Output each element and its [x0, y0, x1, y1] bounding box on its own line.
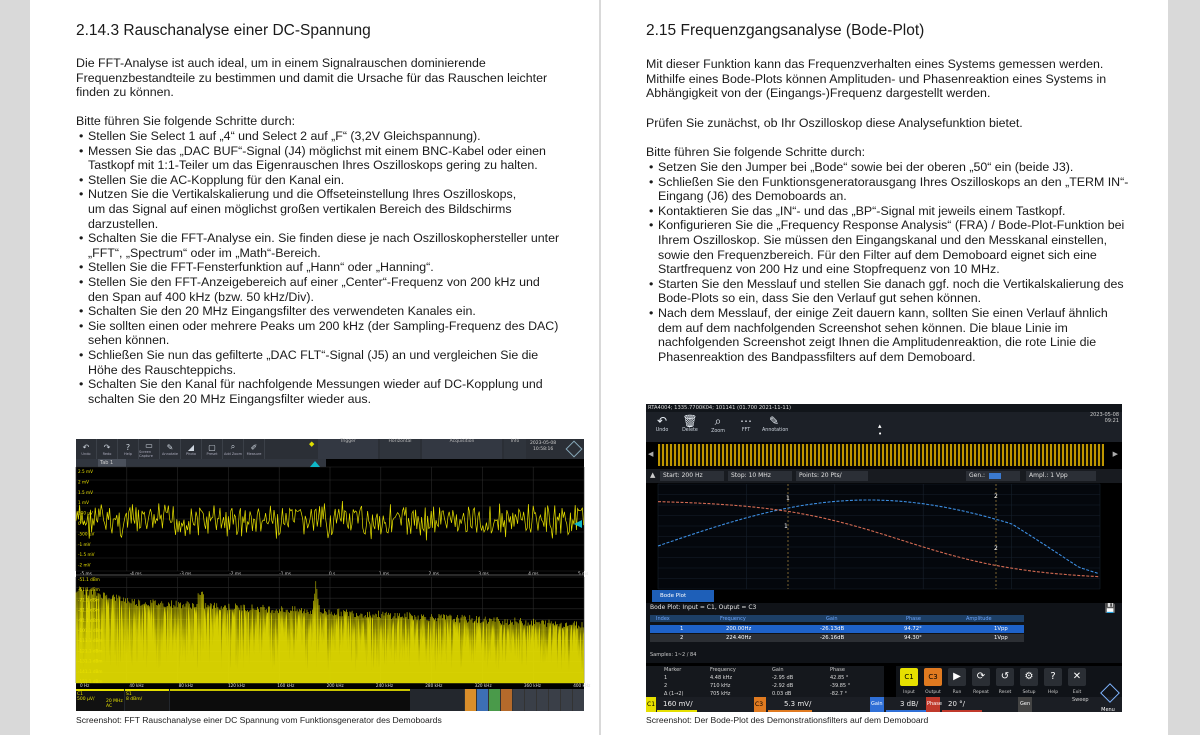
steps-list: [76, 129, 596, 406]
control-icon: C1: [904, 673, 914, 681]
c1-scale: 500 µV/: [77, 697, 95, 702]
y-tick-label: -131.1 dBm: [78, 658, 103, 664]
toolbar-icon: ?: [125, 442, 131, 452]
y-tick-label: 500 µV: [78, 510, 93, 516]
step-text: „FFT“, „Spectrum“ oder im „Math“-Bereich.: [88, 245, 321, 260]
step-item: [646, 218, 1161, 276]
step-item: [76, 187, 596, 231]
marker-label: 2: [994, 545, 998, 552]
c3-scale[interactable]: 5.3 mV/: [768, 697, 812, 712]
step-text: Messen Sie das „DAC BUF“-Signal (J4) möglichst mit einem BNC-Kabel oder einen: [88, 143, 546, 158]
bode-status-bar: [646, 697, 1122, 712]
cell-phase: 94.30°: [904, 635, 922, 641]
marker-cell: -2.95 dB: [772, 675, 794, 681]
step-item: [76, 348, 596, 377]
quick-button[interactable]: [512, 689, 524, 711]
toolbar-label: Zoom: [711, 429, 725, 434]
control-label: Input: [903, 690, 915, 695]
toolbar-icon: ↶: [82, 442, 90, 452]
step-text: Stellen Sie die AC-Kopplung für den Kanal ein.: [88, 172, 345, 187]
scope-time: 10:58:16: [532, 447, 554, 452]
x-tick-label: -1 ms: [279, 571, 291, 576]
menu-label: Menu: [1101, 707, 1115, 713]
x-tick-label: -2 ms: [229, 571, 242, 576]
control-icon: ⚙: [1024, 671, 1034, 682]
x-tick-label: 0 s: [329, 571, 336, 576]
control-label: Reset: [998, 690, 1012, 695]
phase-curve: [658, 502, 1099, 577]
toolbar-label: Screen Capture: [139, 449, 153, 458]
y-tick-label: -151.1 dBm: [78, 679, 103, 684]
col-frequency: Frequency: [720, 616, 746, 622]
y-tick-label: -500 µV: [78, 531, 95, 537]
marker-cell: -39.85 °: [830, 683, 851, 689]
y-tick-label: -121.1 dBm: [78, 648, 103, 654]
x-tick-label: 4 ms: [528, 571, 539, 576]
marker-cell: 705 kHz: [710, 691, 731, 697]
toolbar-label: Undo: [81, 451, 91, 456]
y-tick-label: -1.5 mV: [78, 552, 95, 558]
step-item: [76, 231, 596, 260]
section-title: 2.14.3 Rauschanalyse einer DC-Spannung: [76, 22, 371, 39]
marker-cell: 2: [664, 683, 668, 689]
result-table-header: [650, 615, 1024, 622]
collapse-icon[interactable]: ▲: [650, 471, 656, 479]
c1-tag[interactable]: C1: [646, 697, 656, 712]
toolbar-label: Delete: [682, 428, 698, 433]
text-line: Die FFT-Analyse ist auch ideal, um in einem Signalrauschen dominierende: [76, 56, 486, 70]
amplitude-curve: [658, 500, 1099, 574]
check-note: Prüfen Sie zunächst, ob Ihr Oszilloskop diese Analysefunktion bietet.: [646, 116, 1023, 130]
step-item: [646, 277, 1161, 306]
text-line: Frequenzbestandteile zu bestimmen und damit die Ursache für das Rauschen leichter: [76, 70, 548, 85]
toolbar-icon: ⋯: [740, 414, 752, 428]
x-tick-label: 240 kHz: [375, 683, 394, 688]
cell-index: 1: [680, 626, 684, 632]
steps-intro: Bitte führen Sie folgende Schritte durch:: [76, 114, 296, 128]
cell-index: 2: [680, 635, 684, 641]
x-tick-label: 280 kHz: [425, 683, 443, 688]
reset-button[interactable]: [996, 668, 1014, 686]
points-field[interactable]: Points: 20 Pts/: [796, 471, 868, 481]
control-label: Exit: [1072, 690, 1082, 695]
toolbar-icon: ✎: [166, 442, 174, 452]
x-tick-label: 80 kHz: [178, 683, 194, 688]
input-button[interactable]: [900, 668, 918, 686]
step-text: Eingang (J6) des Demoboards an.: [658, 189, 847, 204]
sweep-parameters: [646, 469, 1122, 483]
step-item: [76, 319, 596, 348]
fft-screenshot: [76, 439, 591, 711]
c1-name: C1: [77, 692, 84, 697]
col-amplitude: Amplitude: [966, 616, 992, 622]
step-text: Schließen Sie nun das gefilterte „DAC FLT“-Signal (J5) an und vergleichen Sie die: [88, 347, 539, 362]
control-icon: ↺: [1000, 671, 1010, 682]
toolbar-icon: ⌕: [230, 442, 236, 451]
y-tick-label: -51.1 dBm: [78, 577, 100, 582]
cell-gain: -26.13dB: [820, 626, 845, 632]
toolbar-button-annotation[interactable]: [762, 414, 789, 442]
cell-gain: -26.16dB: [820, 635, 845, 641]
table-row[interactable]: [650, 625, 1024, 633]
toolbar-label: Undo: [655, 428, 669, 433]
bode-result-panel: [646, 603, 1122, 663]
step-item: [646, 175, 1161, 204]
toolbar-label: Redo: [102, 451, 112, 456]
bode-curves: [658, 484, 1100, 589]
step-text: Sie sollten einen oder mehrere Peaks um 200 kHz (der Sampling-Frequenz des DAC): [88, 318, 559, 333]
col-index: Index: [656, 616, 670, 622]
gain-tag[interactable]: Gain: [870, 697, 884, 712]
toolbar-label: Help: [124, 451, 132, 456]
step-text: Höhe des Rauschteppichs.: [88, 362, 237, 377]
marker-label: 1: [784, 523, 788, 530]
y-tick-label: 0 V: [78, 521, 85, 526]
bode-toolbar: [646, 412, 1122, 442]
cell-amplitude: 1Vpp: [994, 626, 1008, 632]
quick-button[interactable]: [548, 689, 560, 711]
toolbar-label: Photo: [186, 451, 196, 456]
save-icon[interactable]: 💾: [1104, 604, 1116, 614]
c1-coupling: 20 MHz AC: [106, 699, 123, 709]
toolbar-icon: ↶: [656, 414, 668, 428]
quick-button[interactable]: [500, 689, 512, 711]
step-text: Bode-Plots so ein, dass Sie den Verlauf gut sehen können.: [658, 291, 982, 306]
samples-readout: Samples: 1~2 / 84: [650, 652, 697, 658]
marker-col-marker: Marker: [664, 667, 682, 673]
scope-status-bar: [76, 689, 584, 711]
phase-scale[interactable]: 20 °/: [942, 697, 982, 712]
toolbar-icon: ✎: [768, 414, 780, 428]
steps-list: [646, 160, 1161, 364]
tab-bode-plot[interactable]: Bode Plot: [652, 590, 714, 602]
x-tick-label: 360 kHz: [523, 683, 541, 688]
y-tick-label: 2.5 mV: [78, 469, 93, 474]
toolbar-label: Annotate: [161, 451, 178, 456]
step-item: [76, 275, 596, 304]
step-text: Nach dem Messlauf, der einige Zeit dauern kann, sollten Sie einen Verlauf ähnlich: [658, 305, 1108, 320]
marker-col-gain: Gain: [772, 667, 784, 673]
sweep-label: Sweep: [1072, 697, 1089, 703]
generator-label: Gen.:: [969, 472, 986, 479]
x-tick-label: -5 ms: [80, 571, 92, 576]
output-button[interactable]: [924, 668, 942, 686]
control-label: Help: [1047, 690, 1059, 695]
marker-cell: 0.03 dB: [772, 691, 792, 697]
step-text: Schalten Sie den 20 MHz Eingangsfilter des verwendeten Kanales ein.: [88, 304, 476, 319]
y-tick-label: -101.1 dBm: [78, 628, 103, 633]
trigger-marker-icon: ◆: [309, 440, 315, 448]
y-tick-label: -111.1 dBm: [78, 638, 103, 644]
step-text: Stellen Sie die FFT-Fensterfunktion auf „Hann“ oder „Hanning“.: [88, 260, 434, 275]
tab-1[interactable]: Tab 1: [98, 459, 126, 467]
x-tick-label: 3 ms: [478, 571, 489, 576]
stop-frequency-field[interactable]: Stop: 10 MHz: [728, 471, 792, 481]
step-text: Stellen Sie Select 1 auf „4“ und Select 2 auf „F“ (3,2V Gleichspannung).: [88, 129, 481, 143]
intro-paragraph: [76, 56, 547, 100]
step-text: Schließen Sie den Funktionsgeneratorausgang Ihres Oszilloskops an den „TERM IN“-: [658, 174, 1129, 189]
horizontal-label: Horizontal: [388, 439, 412, 444]
text-line: Abhängigkeit von der (Eingangs-)Frequenz dargestellt werden.: [646, 86, 991, 101]
step-item: [646, 160, 1161, 175]
text-line: Mit dieser Funktion kann das Frequenzverhalten eines Systems gemessen werden.: [646, 57, 1104, 71]
ch1-offset-marker-icon: [574, 520, 582, 528]
control-icon: ⟳: [976, 671, 986, 682]
toolbar-button-fft[interactable]: [734, 414, 758, 442]
x-tick-label: -4 ms: [129, 571, 142, 576]
control-label: Run: [952, 690, 962, 695]
info-label: Info: [510, 439, 520, 444]
phase-tag[interactable]: Phase: [926, 697, 940, 712]
generator-field[interactable]: [966, 471, 1020, 481]
quick-button[interactable]: [560, 689, 572, 711]
scroll-right-icon[interactable]: ▶: [1112, 450, 1118, 458]
y-tick-label: -2 mV: [78, 562, 91, 568]
y-tick-label: 2 mV: [78, 479, 89, 485]
table-row[interactable]: [650, 634, 1024, 642]
y-tick-label: -61.1 dBm: [78, 587, 100, 593]
overview-strip: [658, 444, 1104, 466]
x-tick-label: 160 kHz: [277, 683, 295, 688]
bode-datetime: [1090, 412, 1119, 424]
quick-button[interactable]: [476, 689, 488, 711]
step-item: [646, 204, 1161, 219]
step-item: [76, 144, 596, 173]
repeat-button[interactable]: [972, 668, 990, 686]
toolbar-icon: 🗑: [682, 414, 698, 428]
step-text: Ihrem Oszilloskop. Sie müssen den Eingangskanal und den Messkanal einstellen,: [658, 232, 1108, 247]
channel-s1-box[interactable]: [125, 689, 169, 711]
bode-screenshot: [646, 404, 1122, 712]
instrument-header: RTA4004; 1335.7700K04; 101141 (01.700 2021-11-11): [646, 404, 1122, 412]
x-tick-label: 120 kHz: [227, 683, 246, 688]
y-tick-label: -91.1 dBm: [78, 617, 100, 623]
marker-col-frequency: Frequency: [710, 667, 736, 673]
x-tick-label: 0 Hz: [80, 683, 90, 688]
x-tick-label: 5 ms: [578, 571, 589, 576]
pin-icon: ▴ •: [878, 422, 883, 438]
figure-caption: Screenshot: FFT Rauschanalyse einer DC Spannung vom Funktionsgenerator des Demoboards: [76, 715, 442, 725]
cell-frequency: 224.40Hz: [726, 635, 752, 641]
bode-date: 2023-05-08: [1089, 412, 1119, 418]
step-text: nachfolgenden Screenshot zeigt Ihnen die Amplitudenreaktion, die rote Linie die: [658, 335, 1097, 350]
marker-cell: -2.92 dB: [772, 683, 794, 689]
step-item: [646, 306, 1161, 364]
trigger-position-icon: [310, 461, 320, 467]
marker-col-phase: Phase: [830, 667, 845, 673]
c1-scale[interactable]: 160 mV/: [657, 697, 697, 712]
quick-button[interactable]: [536, 689, 548, 711]
step-text: schalten Sie den 20 MHz Eingangsfilter wieder aus.: [88, 391, 372, 406]
c3-tag[interactable]: C3: [754, 697, 766, 712]
help-button[interactable]: [1044, 668, 1062, 686]
right-page: [601, 0, 1168, 735]
scope-date: 2023-05-08: [530, 441, 557, 446]
y-tick-label: 1.5 mV: [78, 489, 93, 495]
trigger-label: Trigger: [340, 439, 356, 444]
toolbar-label: Preset: [206, 451, 218, 456]
math-bar: [170, 689, 410, 711]
col-phase: Phase: [906, 616, 921, 622]
step-text: Stellen Sie den FFT-Anzeigebereich auf einer „Center“-Frequenz von 200 kHz und: [88, 274, 540, 289]
step-text: sowie den Frequenzbereich. Für den Filter auf dem Demoboard eignet sich eine: [658, 247, 1097, 262]
gain-scale[interactable]: 3 dB/: [886, 697, 926, 712]
figure-caption: Screenshot: Der Bode-Plot des Demonstrationsfilters auf dem Demoboard: [646, 715, 929, 725]
scope-quick-buttons: [464, 689, 584, 711]
marker-table: [646, 666, 884, 700]
y-tick-label: -81.1 dBm: [78, 607, 100, 613]
y-tick-label: 1 mV: [78, 500, 89, 506]
text-line: finden zu können.: [76, 85, 174, 100]
bode-panel-title: Bode Plot: Input = C1, Output = C3: [650, 604, 757, 611]
step-text: den Span auf 400 kHz (bzw. 50 kHz/Div).: [88, 289, 314, 304]
channel-c1-box[interactable]: [76, 689, 124, 711]
quick-button[interactable]: [464, 689, 476, 711]
x-tick-label: 2 ms: [428, 571, 439, 576]
step-text: Nutzen Sie die Vertikalskalierung und die Offseteinstellung Ihres Oszilloskops,: [88, 187, 517, 202]
scope-waveforms: [76, 439, 591, 711]
run-button[interactable]: [948, 668, 966, 686]
step-text: sehen können.: [88, 333, 170, 348]
step-text: um das Signal auf einen möglichst großen vertikalen Bereich des Bildschirms: [88, 201, 512, 216]
step-item: [76, 377, 596, 406]
toolbar-icon: ↷: [103, 442, 111, 452]
cell-phase: 94.72°: [904, 626, 922, 632]
step-text: Tastkopf mit 1:1-Teiler um das Eigenrauschen Ihres Oszilloskops gering zu halten.: [88, 158, 538, 173]
step-text: Phasenreaktion des Bandpassfilters auf dem Demoboard.: [658, 349, 976, 364]
marker-cell: 4.48 kHz: [710, 675, 733, 681]
x-tick-label: 320 kHz: [474, 683, 492, 688]
marker-label: 1: [786, 495, 790, 502]
col-gain: Gain: [826, 616, 838, 622]
gen-tag[interactable]: Gen: [1018, 697, 1032, 712]
marker-cell: Δ (1→2): [664, 691, 684, 697]
step-text: Startfrequenz von 200 Hz und eine Stopfrequenz von 10 MHz.: [658, 262, 1000, 277]
x-tick-label: 40 kHz: [129, 683, 144, 688]
control-label: Setup: [1022, 690, 1036, 695]
amplitude-field[interactable]: Ampl.: 1 Vpp: [1026, 471, 1096, 481]
exit-button[interactable]: [1068, 668, 1086, 686]
setup-button[interactable]: [1020, 668, 1038, 686]
control-label: Repeat: [973, 690, 989, 695]
y-tick-label: -141.1 dBm: [78, 668, 103, 674]
s1-scale: 8 dBm/: [126, 697, 143, 702]
toolbar-icon: ✐: [250, 442, 258, 452]
marker-cell: -82.7 °: [830, 691, 848, 697]
steps-intro: Bitte führen Sie folgende Schritte durch:: [646, 145, 866, 159]
marker-cell: 1: [664, 675, 668, 681]
toolbar-label: Add Zoom: [224, 452, 242, 456]
scroll-left-icon[interactable]: ◀: [648, 450, 654, 458]
toolbar-label: FFT: [741, 428, 751, 433]
control-icon: ✕: [1072, 671, 1082, 682]
marker-cell: 710 kHz: [710, 683, 731, 689]
step-text: Setzen Sie den Jumper bei „Bode“ sowie bei der oberen „50“ ein (beide J3).: [658, 160, 1074, 174]
toolbar-label: Measure: [246, 451, 262, 456]
step-text: dem auf dem nachfolgenden Screenshot sehen können. Die blaue Linie im: [658, 320, 1068, 335]
x-tick-label: -3 ms: [179, 571, 192, 576]
quick-button[interactable]: [524, 689, 536, 711]
acquisition-label: Acquisition: [449, 439, 475, 444]
generator-toggle[interactable]: [989, 473, 1001, 479]
start-frequency-field[interactable]: Start: 200 Hz: [660, 471, 724, 481]
toolbar-button-delete[interactable]: [678, 414, 702, 442]
control-icon: C3: [928, 673, 938, 681]
step-text: Schalten Sie den Kanal für nachfolgende Messungen wieder auf DC-Kopplung und: [88, 377, 543, 392]
control-icon: ?: [1050, 671, 1056, 682]
toolbar-button-undo[interactable]: [650, 414, 674, 442]
x-tick-label: 1 ms: [378, 571, 390, 576]
step-text: Konfigurieren Sie die „Frequency Response Analysis“ (FRA) / Bode-Plot-Funktion bei: [658, 218, 1125, 233]
step-item: [76, 304, 596, 319]
quick-button[interactable]: [488, 689, 500, 711]
y-tick-label: -1 mV: [78, 541, 91, 547]
x-tick-label: 400 kHz: [573, 683, 591, 688]
step-item: [76, 129, 596, 144]
toolbar-label: Annotation: [762, 428, 789, 433]
toolbar-button-zoom[interactable]: [706, 414, 730, 442]
s1-name: S1: [126, 692, 132, 697]
toolbar-icon: ▭: [145, 440, 153, 450]
quick-button[interactable]: [572, 689, 584, 711]
control-icon: ▶: [953, 671, 961, 682]
y-tick-label: -71.1 dBm: [78, 597, 100, 603]
cell-amplitude: 1Vpp: [994, 635, 1008, 641]
bode-time: 09:21: [1104, 418, 1119, 424]
step-item: [76, 260, 596, 275]
bode-plot-area: [658, 484, 1100, 589]
left-page: [30, 0, 599, 735]
x-tick-label: 200 kHz: [326, 683, 344, 688]
step-text: Schalten Sie die FFT-Analyse ein. Sie finden diese je nach Oszilloskophersteller unter: [88, 231, 560, 246]
toolbar-icon: ⌕: [714, 414, 722, 428]
intro-paragraph: [646, 57, 1106, 101]
bode-controls: [896, 666, 1122, 700]
marker-label: 2: [994, 493, 998, 500]
section-title: 2.15 Frequenzgangsanalyse (Bode-Plot): [646, 22, 925, 39]
step-text: Starten Sie den Messlauf und stellen Sie danach ggf. noch die Vertikalskalierung des: [658, 276, 1124, 291]
control-label: Output: [925, 690, 941, 695]
cell-frequency: 200.00Hz: [726, 626, 752, 632]
marker-cell: 42.85 °: [830, 675, 849, 681]
toolbar-icon: ▢: [208, 442, 216, 452]
step-text: Kontaktieren Sie das „IN“- und das „BP“-Signal mit jeweils einem Tastkopf.: [658, 203, 1066, 218]
step-item: [76, 173, 596, 188]
step-text: darzustellen.: [88, 216, 159, 231]
text-line: Mithilfe eines Bode-Plots können Amplituden- und Phasenreaktion eines Systems in: [646, 71, 1107, 86]
toolbar-icon: ◢: [187, 442, 195, 452]
